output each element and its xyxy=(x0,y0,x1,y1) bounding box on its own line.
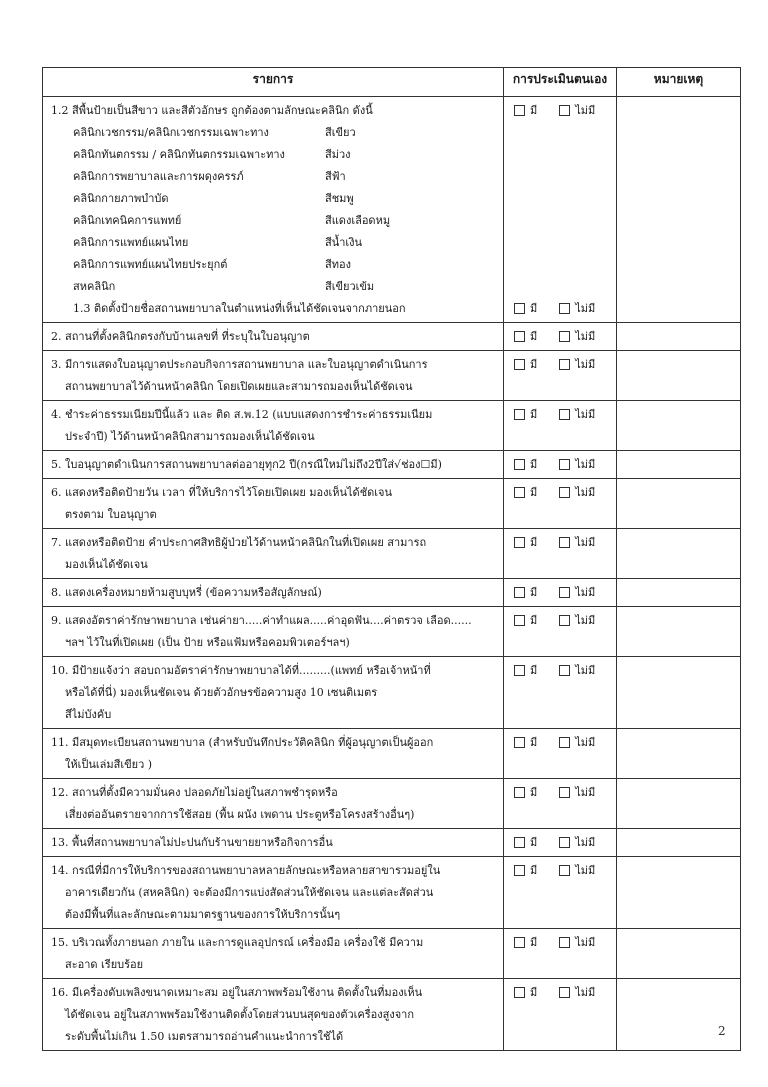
item-cell xyxy=(43,97,504,323)
clinic-type: คลินิกเวชกรรม/คลินิกเวชกรรมเฉพาะทาง xyxy=(73,126,269,139)
checkbox-group xyxy=(504,931,616,953)
table-row xyxy=(43,779,741,829)
header-self-eval: การประเมินตนเอง xyxy=(504,68,617,97)
checkbox-label: มี xyxy=(530,358,538,371)
notes-cell[interactable] xyxy=(617,857,741,929)
checkbox-label: ไม่มี xyxy=(575,358,596,371)
item-text-line: ระดับพื้นไม่เกิน 1.50 เมตรสามารถอ่านคำแนะนำการใช้ได้ xyxy=(65,1030,344,1043)
item-text-line: 3. มีการแสดงใบอนุญาตประกอบกิจการสถานพยาบาล และใบอนุญาตดำเนินการ xyxy=(51,358,428,371)
item-text-line: 8. แสดงเครื่องหมายห้ามสูบบุหรี่ (ข้อความหรือสัญลักษณ์) xyxy=(51,586,322,599)
item-cell xyxy=(43,351,504,401)
checkbox-group xyxy=(504,403,616,425)
table-row xyxy=(43,479,741,529)
checkbox-box[interactable] xyxy=(514,459,525,470)
checkbox-box[interactable] xyxy=(559,987,570,998)
checkbox-label: ไม่มี xyxy=(575,330,596,343)
checkbox-yes[interactable] xyxy=(514,327,537,345)
eval-cell xyxy=(504,451,617,479)
item-text-line: สถานพยาบาลไว้ด้านหน้าคลินิก โดยเปิดเผยและสามารถมองเห็นได้ชัดเจน xyxy=(65,380,413,393)
eval-cell xyxy=(504,829,617,857)
checkbox-group xyxy=(504,859,616,881)
checkbox-label: ไม่มี xyxy=(575,786,596,799)
checkbox-box[interactable] xyxy=(514,409,525,420)
notes-cell[interactable] xyxy=(617,579,741,607)
checkbox-no[interactable] xyxy=(559,355,595,373)
checkbox-no[interactable] xyxy=(559,833,595,851)
checkbox-box[interactable] xyxy=(559,409,570,420)
item-text-line: 13. พื้นที่สถานพยาบาลไม่ปะปนกับร้านขายยาหรือกิจการอื่น xyxy=(51,836,333,849)
item-text-line: ฯลฯ ไว้ในที่เปิดเผย (เป็น ป้าย หรือแฟ้มหรือคอมพิวเตอร์ฯลฯ) xyxy=(65,636,350,649)
checkbox-box[interactable] xyxy=(559,331,570,342)
checkbox-box[interactable] xyxy=(559,937,570,948)
checkbox-box[interactable] xyxy=(514,359,525,370)
checkbox-no[interactable] xyxy=(559,483,595,501)
item-text-line: สะอาด เรียบร้อย xyxy=(65,958,144,971)
notes-cell[interactable] xyxy=(617,351,741,401)
checkbox-label: ไม่มี xyxy=(575,408,596,421)
clinic-type: สหคลินิก xyxy=(73,280,116,293)
eval-cell xyxy=(504,97,617,323)
item-text-line: 11. มีสมุดทะเบียนสถานพยาบาล (สำหรับบันทึกประวัติคลินิก ที่ผู้อนุญาตเป็นผู้ออก xyxy=(51,736,434,749)
checkbox-label: ไม่มี xyxy=(575,104,596,117)
checkbox-label: มี xyxy=(530,936,538,949)
table-row-1-2 xyxy=(43,97,741,323)
checkbox-label: มี xyxy=(530,736,538,749)
checkbox-yes[interactable] xyxy=(514,101,537,119)
checkbox-yes[interactable] xyxy=(514,455,537,473)
notes-cell[interactable] xyxy=(617,451,741,479)
item-text-line: 5. ใบอนุญาตดำเนินการสถานพยาบาลต่ออายุทุก2 ปี(กรณีใหม่ไม่ถึง2ปีใส่√ช่อง☐มี) xyxy=(51,458,442,471)
checkbox-box[interactable] xyxy=(559,665,570,676)
item-text-line: ตรงตาม ใบอนุญาต xyxy=(65,508,157,521)
checkbox-label: มี xyxy=(530,786,538,799)
item-cell xyxy=(43,323,504,351)
checkbox-box[interactable] xyxy=(514,615,525,626)
item-text-line: 15. บริเวณทั้งภายนอก ภายใน และการดูแลอุปกรณ์ เครื่องมือ เครื่องใช้ มีความ xyxy=(51,936,424,949)
notes-cell[interactable] xyxy=(617,529,741,579)
notes-cell[interactable] xyxy=(617,929,741,979)
sign-color: สีแดงเลือดหมู xyxy=(325,214,391,227)
checkbox-no[interactable] xyxy=(559,733,595,751)
eval-cell xyxy=(504,657,617,729)
eval-cell xyxy=(504,729,617,779)
checkbox-label: ไม่มี xyxy=(575,986,596,999)
item-text-line: 12. สถานที่ตั้งมีความมั่นคง ปลอดภัยไม่อยู่ในสภาพชำรุดหรือ xyxy=(51,786,338,799)
table-row xyxy=(43,323,741,351)
checkbox-label: มี xyxy=(530,104,538,117)
sign-color: สีน้ำเงิน xyxy=(325,236,363,249)
item-text-line: อาคารเดียวกัน (สหคลินิก) จะต้องมีการแบ่งสัดส่วนให้ชัดเจน และแต่ละสัดส่วน xyxy=(65,886,434,899)
checkbox-yes[interactable] xyxy=(514,833,537,851)
checkbox-group xyxy=(504,731,616,753)
notes-cell[interactable] xyxy=(617,401,741,451)
checkbox-no[interactable] xyxy=(559,405,595,423)
item-text-line: 6. แสดงหรือติดป้ายวัน เวลา ที่ให้บริการไว้โดยเปิดเผย มองเห็นได้ชัดเจน xyxy=(51,486,393,499)
item-text-line: 7. แสดงหรือติดป้าย คำประกาศสิทธิผู้ป่วยไว้ด้านหน้าคลินิกในที่เปิดเผย สามารถ xyxy=(51,536,427,549)
sign-color: สีชมพู xyxy=(325,192,354,205)
checkbox-box[interactable] xyxy=(514,331,525,342)
checkbox-box[interactable] xyxy=(559,537,570,548)
checkbox-no[interactable] xyxy=(559,533,595,551)
checkbox-box[interactable] xyxy=(514,987,525,998)
checkbox-box[interactable] xyxy=(514,105,525,116)
checkbox-group xyxy=(504,581,616,603)
checkbox-label: ไม่มี xyxy=(575,536,596,549)
checkbox-yes[interactable] xyxy=(514,983,537,1001)
checkbox-yes[interactable] xyxy=(514,611,537,629)
item-cell xyxy=(43,529,504,579)
checkbox-box[interactable] xyxy=(514,787,525,798)
table-row xyxy=(43,729,741,779)
sign-color: สีเขียว xyxy=(325,126,356,139)
item-text-line: 14. กรณีที่มีการให้บริการของสถานพยาบาลหลายลักษณะหรือหลายสาขารวมอยู่ใน xyxy=(51,864,441,877)
eval-cell xyxy=(504,323,617,351)
item-cell xyxy=(43,857,504,929)
notes-cell[interactable] xyxy=(617,729,741,779)
clinic-color-row xyxy=(51,210,497,232)
table-header-row xyxy=(43,68,741,97)
checkbox-group xyxy=(504,781,616,803)
item-text-line: ให้เป็นเล่มสีเขียว ) xyxy=(65,758,153,771)
checkbox-no[interactable] xyxy=(559,983,595,1001)
self-assessment-table xyxy=(42,67,741,1051)
checkbox-label: ไม่มี xyxy=(575,486,596,499)
checkbox-box[interactable] xyxy=(514,865,525,876)
checkbox-no[interactable] xyxy=(559,583,595,601)
notes-cell[interactable] xyxy=(617,607,741,657)
item-text-line: 10. มีป้ายแจ้งว่า สอบถามอัตราค่ารักษาพยาบาลได้ที่.........(แพทย์ หรือเจ้าหน้าที่ xyxy=(51,664,431,677)
clinic-color-list xyxy=(51,122,497,298)
eval-cell xyxy=(504,779,617,829)
item-text-line: มองเห็นได้ชัดเจน xyxy=(65,558,148,571)
clinic-type: คลินิกการพยาบาลและการผดุงครรภ์ xyxy=(73,170,244,183)
item-cell xyxy=(43,779,504,829)
item-text-line: ได้ชัดเจน อยู่ในสภาพพร้อมใช้งานติดตั้งโดยส่วนบนสุดของตัวเครื่องสูงจาก xyxy=(65,1008,415,1021)
notes-cell[interactable] xyxy=(617,979,741,1051)
item-text-line: 16. มีเครื่องดับเพลิงขนาดเหมาะสม อยู่ในสภาพพร้อมใช้งาน ติดตั้งในที่มองเห็น xyxy=(51,986,423,999)
checkbox-box[interactable] xyxy=(559,303,570,314)
notes-cell[interactable] xyxy=(617,657,741,729)
item-cell xyxy=(43,579,504,607)
checkbox-yes[interactable] xyxy=(514,933,537,951)
checkbox-box[interactable] xyxy=(514,937,525,948)
item-cell xyxy=(43,979,504,1051)
checkbox-box[interactable] xyxy=(514,537,525,548)
checkbox-group xyxy=(504,453,616,475)
clinic-color-row xyxy=(51,276,497,298)
item-text-line: สีไม่บังคับ xyxy=(65,708,112,721)
clinic-color-row xyxy=(51,166,497,188)
checkbox-group xyxy=(504,297,616,319)
table-row xyxy=(43,929,741,979)
checkbox-group xyxy=(504,609,616,631)
checkbox-box[interactable] xyxy=(559,865,570,876)
checkbox-box[interactable] xyxy=(514,303,525,314)
checkbox-box[interactable] xyxy=(559,837,570,848)
checkbox-group xyxy=(504,831,616,853)
item-cell xyxy=(43,729,504,779)
checkbox-label: มี xyxy=(530,864,538,877)
checkbox-box[interactable] xyxy=(514,587,525,598)
checkbox-box[interactable] xyxy=(559,737,570,748)
item-text-line: เสี่ยงต่ออันตรายจากการใช้สอย (พื้น ผนัง เพดาน ประตูหรือโครงสร้างอื่นๆ) xyxy=(65,808,415,821)
checkbox-no[interactable] xyxy=(559,455,595,473)
table-row xyxy=(43,401,741,451)
checkbox-box[interactable] xyxy=(559,587,570,598)
checkbox-box[interactable] xyxy=(559,359,570,370)
eval-cell xyxy=(504,607,617,657)
checkbox-no[interactable] xyxy=(559,933,595,951)
item-cell xyxy=(43,657,504,729)
checkbox-label: มี xyxy=(530,586,538,599)
item-text-line: หรือได้ที่นี่) มองเห็นชัดเจน ด้วยตัวอักษรข้อความสูง 10 เซนติเมตร xyxy=(65,686,378,699)
table-row xyxy=(43,579,741,607)
eval-cell xyxy=(504,579,617,607)
checkbox-yes[interactable] xyxy=(514,733,537,751)
checkbox-label: ไม่มี xyxy=(575,936,596,949)
clinic-color-row xyxy=(51,188,497,210)
checkbox-label: ไม่มี xyxy=(575,664,596,677)
checkbox-box[interactable] xyxy=(559,459,570,470)
checkbox-box[interactable] xyxy=(514,665,525,676)
sign-color: สีม่วง xyxy=(325,148,351,161)
page-number: 2 xyxy=(718,1024,726,1038)
clinic-color-row xyxy=(51,144,497,166)
table-row xyxy=(43,529,741,579)
checkbox-no[interactable] xyxy=(559,611,595,629)
checkbox-yes[interactable] xyxy=(514,861,537,879)
checkbox-label: มี xyxy=(530,614,538,627)
checkbox-group xyxy=(504,99,616,121)
checkbox-label: ไม่มี xyxy=(575,614,596,627)
notes-cell[interactable] xyxy=(617,97,741,323)
item-text-line: 4. ชำระค่าธรรมเนียมปีนี้แล้ว และ ติด ส.พ.12 (แบบแสดงการชำระค่าธรรมเนียม xyxy=(51,408,433,421)
item-cell xyxy=(43,479,504,529)
checkbox-group xyxy=(504,981,616,1003)
checkbox-label: มี xyxy=(530,408,538,421)
table-row xyxy=(43,607,741,657)
checkbox-no[interactable] xyxy=(559,783,595,801)
checkbox-box[interactable] xyxy=(559,487,570,498)
checkbox-label: ไม่มี xyxy=(575,736,596,749)
checkbox-yes[interactable] xyxy=(514,355,537,373)
checkbox-label: มี xyxy=(530,458,538,471)
checkbox-label: ไม่มี xyxy=(575,458,596,471)
checkbox-group xyxy=(504,353,616,375)
clinic-color-row xyxy=(51,122,497,144)
clinic-type: คลินิกการแพทย์แผนไทยประยุกต์ xyxy=(73,258,228,271)
checkbox-box[interactable] xyxy=(559,787,570,798)
checkbox-yes[interactable] xyxy=(514,299,537,317)
table-row xyxy=(43,829,741,857)
item-cell xyxy=(43,829,504,857)
checkbox-yes[interactable] xyxy=(514,483,537,501)
checkbox-box[interactable] xyxy=(514,837,525,848)
checkbox-yes[interactable] xyxy=(514,533,537,551)
checkbox-label: ไม่มี xyxy=(575,302,596,315)
checkbox-no[interactable] xyxy=(559,101,595,119)
item-cell xyxy=(43,607,504,657)
table-row xyxy=(43,857,741,929)
checkbox-no[interactable] xyxy=(559,299,595,317)
clinic-type: คลินิกกายภาพบำบัด xyxy=(73,192,169,205)
checkbox-yes[interactable] xyxy=(514,583,537,601)
item-text-line: ต้องมีพื้นที่และลักษณะตามมาตรฐานของการให้บริการนั้นๆ xyxy=(65,908,341,921)
checkbox-label: ไม่มี xyxy=(575,864,596,877)
eval-cell xyxy=(504,479,617,529)
item-text-line: ประจำปี) ไว้ด้านหน้าคลินิกสามารถมองเห็นได้ชัดเจน xyxy=(65,430,315,443)
table-row xyxy=(43,451,741,479)
eval-cell xyxy=(504,929,617,979)
notes-cell[interactable] xyxy=(617,323,741,351)
checkbox-box[interactable] xyxy=(514,737,525,748)
checkbox-group xyxy=(504,659,616,681)
checkbox-label: มี xyxy=(530,664,538,677)
header-notes: หมายเหตุ xyxy=(617,68,741,97)
eval-cell xyxy=(504,857,617,929)
notes-cell[interactable] xyxy=(617,829,741,857)
checkbox-group xyxy=(504,531,616,553)
notes-cell[interactable] xyxy=(617,779,741,829)
checkbox-label: มี xyxy=(530,302,538,315)
checkbox-label: มี xyxy=(530,986,538,999)
clinic-type: คลินิกการแพทย์แผนไทย xyxy=(73,236,189,249)
checkbox-group xyxy=(504,481,616,503)
checkbox-group xyxy=(504,325,616,347)
item-1-3-text: 1.3 ติดตั้งป้ายชื่อสถานพยาบาลในตำแหน่งที่เห็นได้ชัดเจนจากภายนอก xyxy=(73,302,406,315)
clinic-type: คลินิกเทคนิคการแพทย์ xyxy=(73,214,182,227)
checkbox-label: ไม่มี xyxy=(575,586,596,599)
checkbox-no[interactable] xyxy=(559,861,595,879)
table-row xyxy=(43,657,741,729)
checkbox-label: มี xyxy=(530,330,538,343)
eval-cell xyxy=(504,351,617,401)
item-cell xyxy=(43,451,504,479)
notes-cell[interactable] xyxy=(617,479,741,529)
checkbox-box[interactable] xyxy=(559,615,570,626)
clinic-color-row xyxy=(51,254,497,276)
item-1-2-title: 1.2 สีพื้นป้ายเป็นสีขาว และสีตัวอักษร ถูกต้องตามลักษณะคลินิก ดังนี้ xyxy=(51,104,373,117)
checkbox-no[interactable] xyxy=(559,327,595,345)
clinic-color-row xyxy=(51,232,497,254)
eval-cell xyxy=(504,979,617,1051)
clinic-type: คลินิกทันตกรรม / คลินิกทันตกรรมเฉพาะทาง xyxy=(73,148,285,161)
checkbox-no[interactable] xyxy=(559,661,595,679)
checkbox-label: มี xyxy=(530,486,538,499)
eval-cell xyxy=(504,529,617,579)
checkbox-yes[interactable] xyxy=(514,661,537,679)
item-text-line: 9. แสดงอัตราค่ารักษาพยาบาล เช่นค่ายา.....ค่าทำแผล.....ค่าอุดฟัน....ค่าตรวจ เลือด...... xyxy=(51,614,472,627)
item-cell xyxy=(43,401,504,451)
item-cell xyxy=(43,929,504,979)
eval-cell xyxy=(504,401,617,451)
checkbox-yes[interactable] xyxy=(514,783,537,801)
checkbox-label: มี xyxy=(530,836,538,849)
item-text-line: 2. สถานที่ตั้งคลินิกตรงกับบ้านเลขที่ ที่ระบุในใบอนุญาต xyxy=(51,330,310,343)
sign-color: สีเขียวเข้ม xyxy=(325,280,375,293)
checkbox-label: ไม่มี xyxy=(575,836,596,849)
checkbox-label: มี xyxy=(530,536,538,549)
sign-color: สีฟ้า xyxy=(325,170,346,183)
checkbox-box[interactable] xyxy=(559,105,570,116)
checkbox-yes[interactable] xyxy=(514,405,537,423)
table-row xyxy=(43,351,741,401)
header-items: รายการ xyxy=(43,68,504,97)
sign-color: สีทอง xyxy=(325,258,351,271)
table-row xyxy=(43,979,741,1051)
checkbox-box[interactable] xyxy=(514,487,525,498)
